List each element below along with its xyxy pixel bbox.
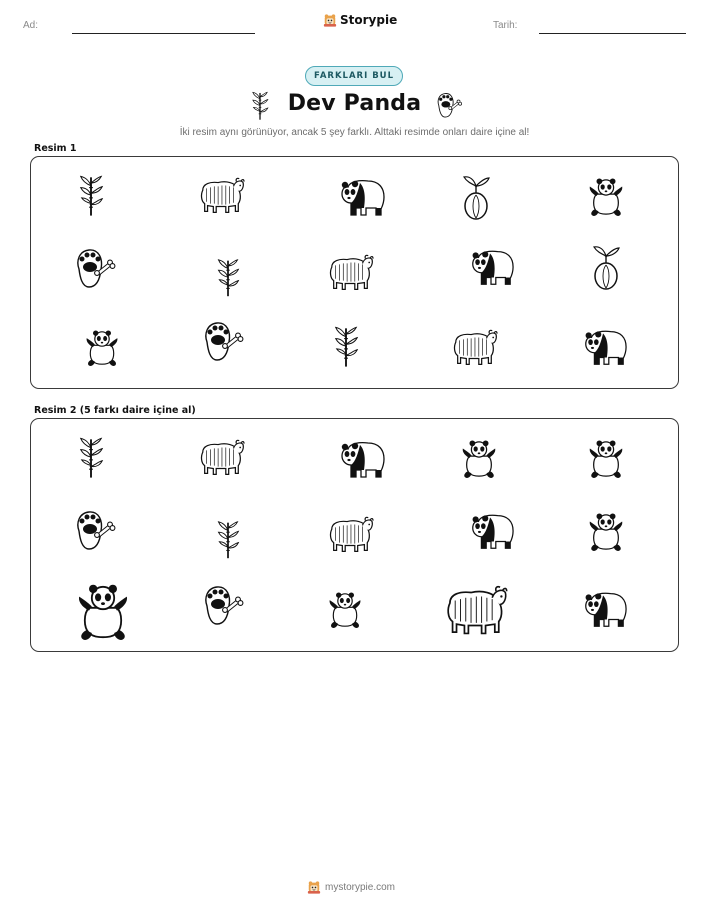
bamboo-icon	[332, 324, 360, 370]
panda-sitting-icon	[84, 327, 120, 369]
picture1-panel	[30, 156, 679, 389]
bamboo-icon	[77, 174, 105, 218]
brand-name: Storypie	[340, 13, 398, 27]
panda-walking-icon	[580, 325, 628, 367]
storypie-logo-icon	[323, 13, 337, 27]
picture2-panel	[30, 418, 679, 652]
yak-icon	[197, 438, 245, 478]
paw-icon	[201, 319, 245, 363]
panda-walking-icon	[336, 437, 386, 479]
panda-sitting-icon[interactable]	[587, 511, 625, 553]
bamboo-icon	[215, 517, 241, 563]
date-line[interactable]	[539, 33, 686, 34]
storypie-logo-icon	[307, 880, 321, 894]
name-line[interactable]	[72, 33, 255, 34]
panda-walking-icon	[467, 509, 515, 551]
panda-sitting-icon[interactable]	[460, 438, 498, 480]
paw-icon	[73, 247, 117, 289]
paw-icon	[435, 91, 463, 119]
yak-icon[interactable]	[442, 583, 508, 639]
yak-icon	[450, 328, 498, 368]
panda-sitting-icon[interactable]	[75, 581, 131, 643]
page-title: Dev Panda	[287, 91, 422, 116]
picture1-label: Resim 1	[34, 143, 77, 154]
bamboo-icon	[77, 436, 105, 480]
panda-walking-icon	[336, 175, 386, 217]
activity-badge: FARKLARI BUL	[305, 66, 403, 86]
panda-sitting-icon	[587, 176, 625, 218]
brand-logo	[323, 13, 397, 27]
name-label: Ad:	[23, 20, 39, 31]
paw-icon	[201, 583, 245, 627]
footer-site[interactable]: mystorypie.com	[325, 881, 396, 893]
panda-walking-icon	[580, 587, 628, 629]
seed-icon	[461, 174, 491, 220]
paw-icon	[73, 509, 117, 551]
bamboo-icon	[215, 255, 241, 301]
seed-icon	[591, 244, 621, 290]
instructions: İki resim aynı görünüyor, ancak 5 şey farklı. Alttaki resimde onları daire içine al!	[179, 127, 530, 138]
footer	[307, 880, 395, 894]
panda-sitting-icon[interactable]	[327, 589, 363, 631]
panda-sitting-icon	[587, 438, 625, 480]
yak-icon	[197, 176, 245, 216]
yak-icon	[326, 515, 374, 555]
date-label: Tarih:	[493, 20, 518, 31]
panda-walking-icon	[467, 245, 515, 287]
yak-icon	[326, 253, 374, 293]
picture2-label: Resim 2 (5 farkı daire içine al)	[34, 405, 196, 416]
